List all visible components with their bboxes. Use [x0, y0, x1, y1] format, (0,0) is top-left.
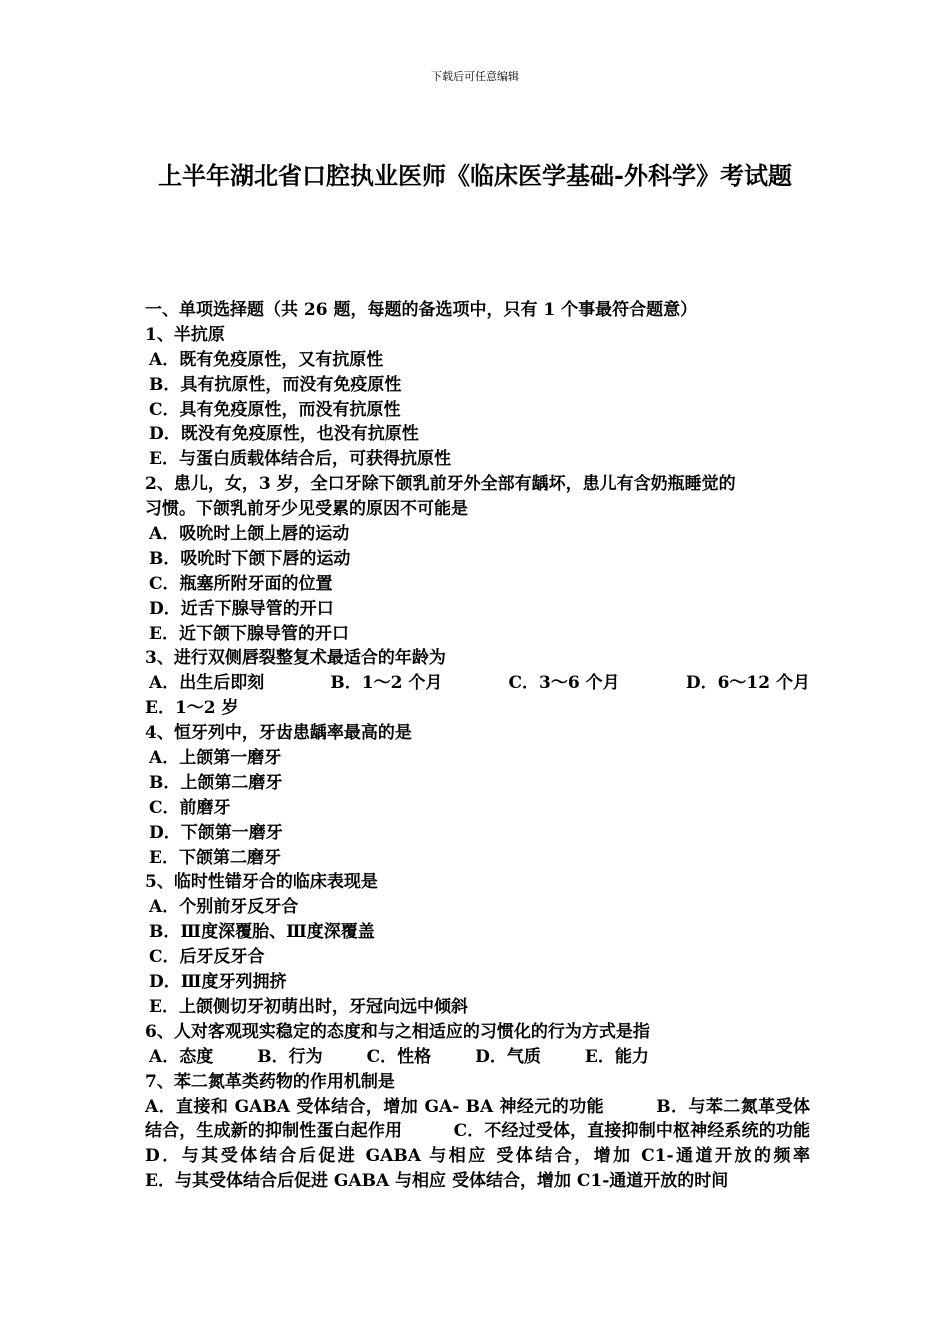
- question-2-option-e: E．近下颌下腺导管的开口: [149, 623, 349, 644]
- question-list: [145, 298, 861, 1194]
- question-3-stem: 3、进行双侧唇裂整复术最适合的年龄为: [145, 648, 446, 669]
- question-2-stem-line-1: 2、患儿，女，3 岁，全口牙除下颌乳前牙外全部有龋坏，患儿有含奶瓶睡觉的: [145, 474, 736, 495]
- question-4-option-a: A．上颌第一磨牙: [149, 748, 282, 769]
- question-3-option-d: D．6～12 个月: [685, 673, 810, 694]
- question-5-stem: 5、临时性错牙合的临床表现是: [145, 872, 378, 893]
- page-header: 下载后可任意编辑: [431, 70, 519, 83]
- question-1-option-c: C．具有免疫原性，而没有抗原性: [149, 399, 401, 420]
- question-1-option-d: D．既没有免疫原性，也没有抗原性: [149, 424, 419, 445]
- question-6-option-b: B．行为: [257, 1046, 323, 1067]
- question-3-option-e: E．1～2 岁: [145, 698, 239, 719]
- question-6-option-e: E．能力: [584, 1046, 649, 1067]
- question-3-option-a: A．出生后即刻: [149, 673, 265, 694]
- question-5-option-a: A．个别前牙反牙合: [149, 897, 299, 918]
- question-1-option-e: E．与蛋白质载体结合后，可获得抗原性: [149, 449, 451, 470]
- document-title: 上半年湖北省口腔执业医师《临床医学基础-外科学》考试题: [158, 161, 792, 190]
- question-2-option-d: D．近舌下腺导管的开口: [149, 598, 334, 619]
- question-7-options: A．直接和 GABA 受体结合，增加 GA- BA 神经元的功能 B．与苯二氮革受体结合，生成新的抑制性蛋白起作用 C．不经过受体，直接抑制中枢神经系统的功能 D．与其受体结合后促进 GABA 与相应 受体结合，增加 C1-通道开放的频率 E．与其受体结合后促进 GABA 与相应 受体结合，增加 C1-通道开放的时间: [145, 1096, 861, 1192]
- question-6-option-c: C．性格: [366, 1046, 432, 1067]
- question-5-option-e: E．上颌侧切牙初萌出时，牙冠向远中倾斜: [149, 996, 468, 1017]
- question-4-option-c: C．前磨牙: [149, 797, 231, 818]
- question-4-option-d: D．下颌第一磨牙: [149, 822, 283, 843]
- question-2-option-c: C．瓶塞所附牙面的位置: [149, 573, 333, 594]
- section-heading: 一、单项选择题（共 26 题，每题的备选项中，只有 1 个事最符合题意）: [145, 300, 698, 320]
- question-5-option-b: B．Ⅲ度深覆胎、Ⅲ度深覆盖: [149, 922, 375, 943]
- question-6-options-row: [145, 1045, 810, 1070]
- question-4-stem: 4、恒牙列中，牙齿患龋率最高的是: [145, 723, 412, 744]
- question-5-option-d: D．Ⅲ度牙列拥挤: [149, 972, 287, 993]
- question-4-option-b: B．上颌第二磨牙: [149, 772, 283, 793]
- question-1-option-a: A．既有免疫原性，又有抗原性: [149, 349, 384, 370]
- question-4-option-e: E．下颌第二磨牙: [149, 847, 281, 868]
- question-2-option-b: B．吸吮时下颌下唇的运动: [149, 548, 351, 569]
- question-1-option-b: B．具有抗原性，而没有免疫原性: [149, 374, 402, 395]
- question-1-stem: 1、半抗原: [145, 324, 225, 345]
- question-6-option-a: A．态度: [149, 1046, 214, 1067]
- question-6-option-d: D．气质: [475, 1046, 541, 1067]
- question-3-options-row: [145, 671, 810, 696]
- question-3-option-c: C．3～6 个月: [508, 673, 620, 694]
- question-5-option-c: C．后牙反牙合: [149, 947, 265, 968]
- question-2-stem-line-2: 习惯。下颌乳前牙少见受累的原因不可能是: [145, 499, 468, 520]
- question-2-option-a: A．吸吮时上颌上唇的运动: [149, 524, 350, 545]
- question-6-stem: 6、人对客观现实稳定的态度和与之相适应的习惯化的行为方式是指: [145, 1021, 650, 1042]
- question-3-option-b: B．1～2 个月: [330, 673, 443, 694]
- question-7-stem: 7、苯二氮革类药物的作用机制是: [145, 1071, 395, 1092]
